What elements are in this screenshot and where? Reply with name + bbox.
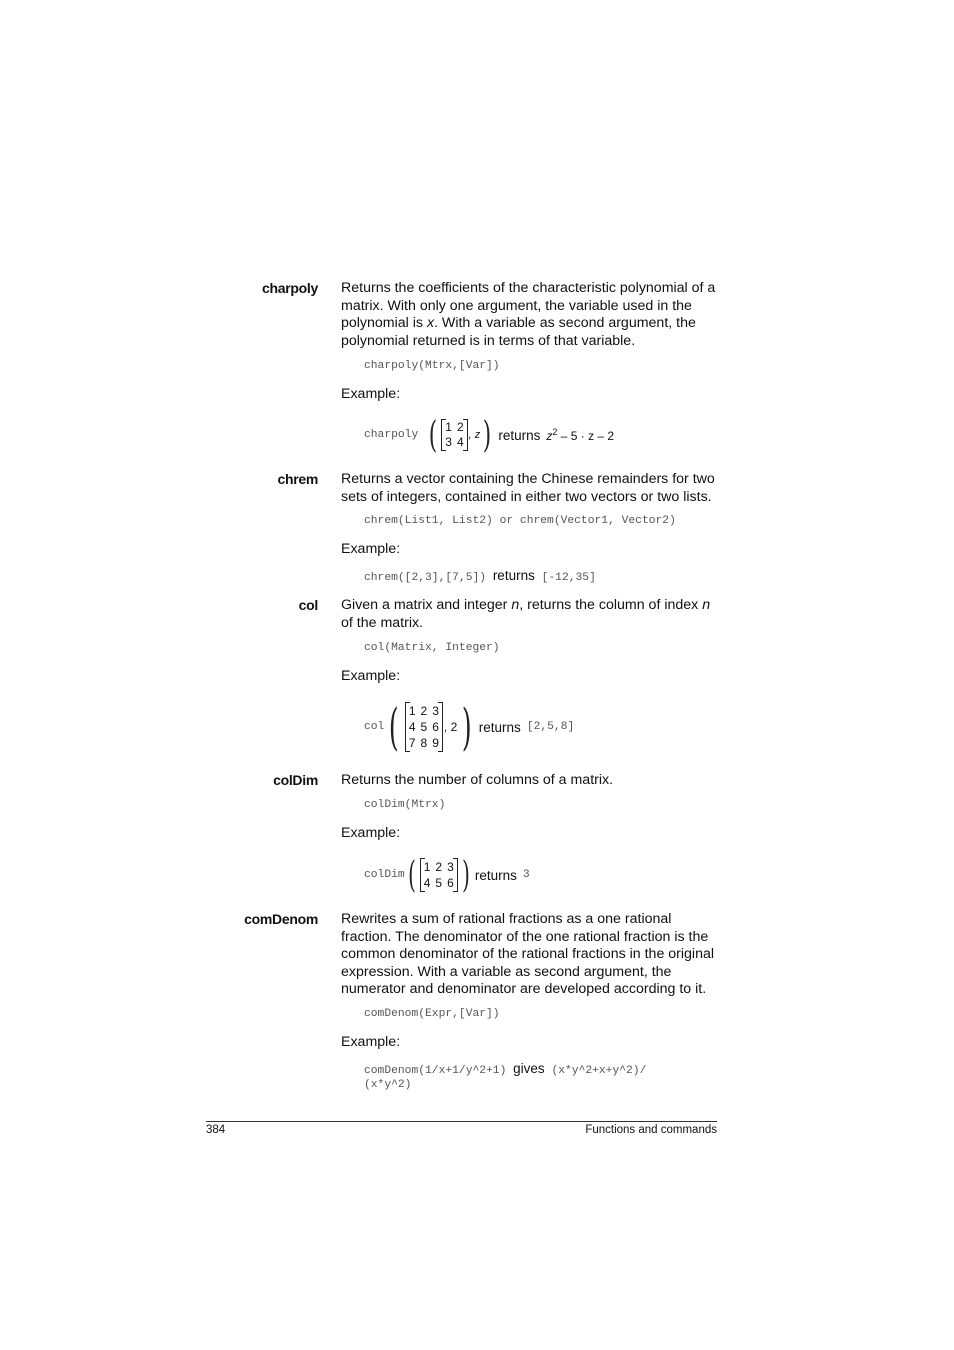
col-syntax: col(Matrix, Integer) [364,642,500,654]
chrem-example: chrem([2,3],[7,5]) returns [-12,35] [364,568,596,584]
coldim-syntax: colDim(Mtrx) [364,799,446,811]
chrem-example-label: Example: [341,541,401,557]
footer-rule [206,1121,717,1122]
comdenom-example-cont: (x*y^2) [364,1079,412,1091]
col-example: col ( 1 2 3 4 5 6 7 8 9 , 2 ) returns [2,5,8] [364,698,575,756]
chrem-syntax: chrem(List1, List2) or chrem(Vector1, Vector2) [364,515,676,527]
coldim-description: Returns the number of columns of a matrix. [341,772,614,788]
comdenom-description: Rewrites a sum of rational fractions as a one rational fraction. The denominator of the one rational fraction is the common denominator of the rational fractions in the original expression. With a variable as second argument, the numerator and denominator are developed according to it. [341,911,715,998]
coldim-matrix: 1 2 3 4 5 6 [420,858,458,892]
comdenom-syntax: comDenom(Expr,[Var]) [364,1008,500,1020]
col-description: Given a matrix and integer n, returns the column of index n of the matrix. [341,597,711,631]
term-charpoly: charpoly [262,280,318,296]
term-comdenom: comDenom [244,911,318,927]
charpoly-example: charpoly ( 1 2 3 4 , z ) returns $z^2 - 5 \cdot z - 2$ [364,414,615,456]
page-number: 384 [206,1124,226,1136]
comdenom-example-label: Example: [341,1034,401,1050]
comdenom-example: comDenom(1/x+1/y^2+1) gives (x*y^2+x+y^2)/ [364,1061,647,1077]
term-coldim: colDim [273,772,318,788]
charpoly-description: Returns the coefficients of the characteristic polynomial of a matrix. With only one argument, the variable used in the polynomial is x. With a variable as second argument, the polynomial returned is in terms of that variable. [341,280,716,349]
coldim-example-label: Example: [341,825,401,841]
footer-section-title: Functions and commands [585,1124,717,1136]
coldim-example: colDim ( 1 2 3 4 5 6 ) returns 3 [364,854,530,896]
charpoly-matrix: 1 2 3 4 [441,419,467,451]
term-col: col [298,597,318,613]
charpoly-syntax: charpoly(Mtrx,[Var]) [364,360,500,372]
charpoly-example-label: Example: [341,386,401,402]
col-matrix: 1 2 3 4 5 6 7 8 9 [405,702,443,752]
chrem-description: Returns a vector containing the Chinese remainders for two sets of integers, contained in either two vectors or two lists. [341,471,715,505]
term-chrem: chrem [277,471,318,487]
col-example-label: Example: [341,668,401,684]
